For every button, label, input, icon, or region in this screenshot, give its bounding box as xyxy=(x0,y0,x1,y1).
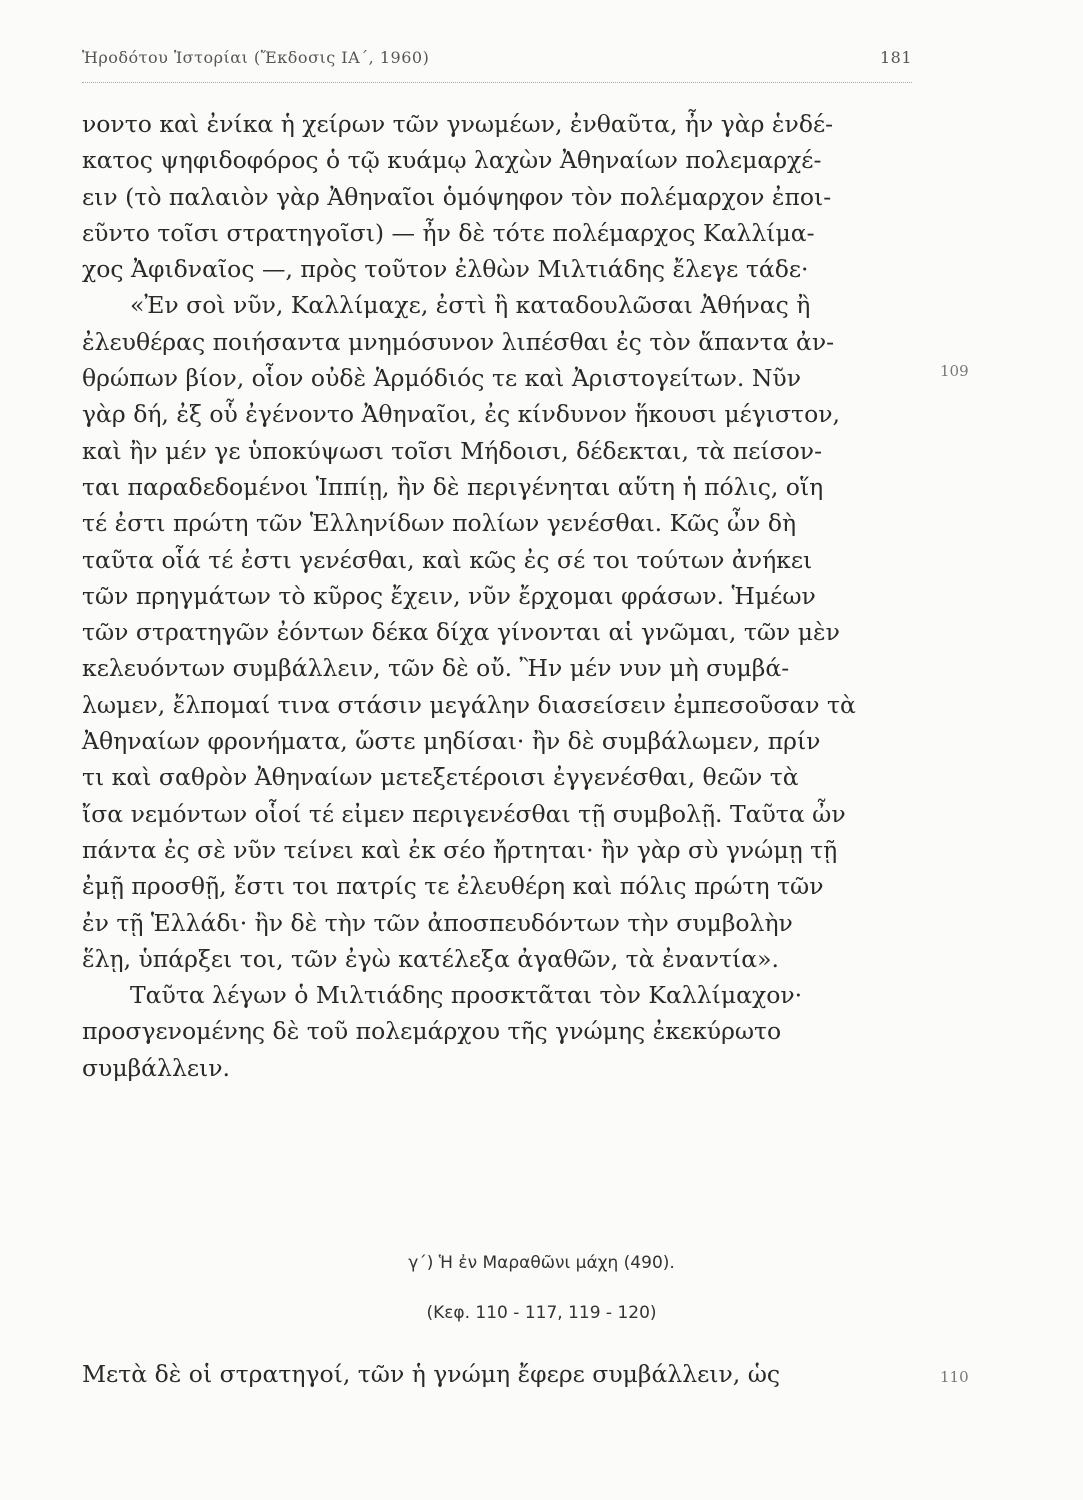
text-line: ται παραδεδομένοι Ἱππίῃ, ἢν δὲ περιγένηται αὕτη ἡ πόλις, οἵη xyxy=(82,472,824,501)
text-line: ταῦτα οἷά τέ ἐστι γενέσθαι, καὶ κῶς ἐς σέ τοι τούτων ἀνήκει xyxy=(82,545,813,574)
text-line: Ἀθηναίων φρονήματα, ὥστε μηδίσαι· ἢν δὲ συμβάλωμεν, πρίν xyxy=(82,727,821,756)
text-line: κελευόντων συμβάλλειν, τῶν δὲ οὔ. Ἢν μέν νυν μὴ συμβά- xyxy=(82,654,790,683)
running-title: Ἡροδότου Ἱστορίαι (Ἔκδοσις ΙΑ΄, 1960) xyxy=(82,48,430,67)
text-line: τι καὶ σαθρὸν Ἀθηναίων μετεξετέροισι ἐγγενέσθαι, θεῶν τὰ xyxy=(82,763,799,792)
text-line: εῦντο τοῖσι στρατηγοῖσι) — ἦν δὲ τότε πολέμαρχος Καλλίμα- xyxy=(82,218,815,247)
text-line: κατος ψηφιδοφόρος ὁ τῷ κυάμῳ λαχὼν Ἀθηναίων πολεμαρχέ- xyxy=(82,146,822,175)
text-line: λωμεν, ἔλπομαί τινα στάσιν μεγάλην διασείσειν ἐμπεσοῦσαν τὰ xyxy=(82,690,856,719)
text-line: χος Ἀφιδναῖος —, πρὸς τοῦτον ἐλθὼν Μιλτιάδης ἔλεγε τάδε· xyxy=(82,255,809,284)
line-number: 110 xyxy=(940,1368,969,1386)
text-line: Μετὰ δὲ οἱ στρατηγοί, τῶν ἡ γνώμη ἔφερε συμβάλλειν, ὡς xyxy=(82,1360,781,1388)
text-line: πάντα ἐς σὲ νῦν τείνει καὶ ἐκ σέο ἤρτηται· ἢν γὰρ σὺ γνώμῃ τῇ xyxy=(82,835,838,864)
text-line: ἐν τῇ Ἑλλάδι· ἢν δὲ τὴν τῶν ἀποσπευδόντων τὴν συμβολὴν xyxy=(82,908,793,937)
line-number: 109 xyxy=(940,362,969,380)
page-number: 181 xyxy=(879,48,912,67)
text-line: τῶν στρατηγῶν ἐόντων δέκα δίχα γίνονται αἱ γνῶμαι, τῶν μὲν xyxy=(82,618,840,647)
text-line: ἐλευθέρας ποιήσαντα μνημόσυνον λιπέσθαι ἐς τὸν ἅπαντα ἀν- xyxy=(82,327,835,356)
text-line: Ταῦτα λέγων ὁ Μιλτιάδης προσκτᾶται τὸν Καλλίμαχον· xyxy=(130,981,803,1010)
text-line: ειν (τὸ παλαιὸν γὰρ Ἀθηναῖοι ὁμόψηφον τὸν πολέμαρχον ἐποι- xyxy=(82,182,832,211)
text-line: ἴσα νεμόντων οἷοί τέ εἰμεν περιγενέσθαι τῇ συμβολῇ. Ταῦτα ὦν xyxy=(82,799,846,828)
text-line: νοντο καὶ ἐνίκα ἡ χείρων τῶν γνωμέων, ἐνθαῦτα, ἦν γὰρ ἑνδέ- xyxy=(82,110,834,138)
text-line: θρώπων βίον, οἷον οὐδὲ Ἁρμόδιός τε καὶ Ἀριστογείτων. Νῦν xyxy=(82,364,801,393)
section-chapters: (Κεφ. 110 - 117, 119 - 120) xyxy=(426,1303,657,1323)
running-head xyxy=(82,46,912,74)
text-line: τῶν πρηγμάτων τὸ κῦρος ἔχειν, νῦν ἔρχομαι φράσων. Ἡμέων xyxy=(82,581,816,610)
text-line: γὰρ δή, ἐξ οὗ ἐγένοντο Ἀθηναῖοι, ἐς κίνδυνον ἥκουσι μέγιστον, xyxy=(82,400,840,429)
text-line: συμβάλλειν. xyxy=(82,1053,230,1082)
text-line: καὶ ἢν μέν γε ὑποκύψωσι τοῖσι Μήδοισι, δέδεκται, τὰ πείσον- xyxy=(82,436,823,465)
text-line: «Ἐν σοὶ νῦν, Καλλίμαχε, ἐστὶ ἢ καταδουλῶσαι Ἀθήνας ἢ xyxy=(130,291,811,320)
text-line: ἐμῇ προσθῇ, ἔστι τοι πατρίς τε ἐλευθέρη καὶ πόλις πρώτη τῶν xyxy=(82,872,824,901)
text-line: τέ ἐστι πρώτη τῶν Ἑλληνίδων πολίων γενέσθαι. Κῶς ὦν δὴ xyxy=(82,509,797,538)
text-line: προσγενομένης δὲ τοῦ πολεμάρχου τῆς γνώμης ἐκεκύρωτο xyxy=(82,1017,782,1046)
body-text-continued xyxy=(82,1356,932,1392)
body-text xyxy=(82,106,932,1086)
header-rule xyxy=(82,82,912,83)
text-line: ἕλῃ, ὑπάρξει τοι, τῶν ἐγὼ κατέλεξα ἀγαθῶν, τὰ ἐναντία». xyxy=(82,944,779,973)
section-heading: γ΄) Ἡ ἐν Μαραθῶνι μάχη (490). xyxy=(408,1253,675,1273)
